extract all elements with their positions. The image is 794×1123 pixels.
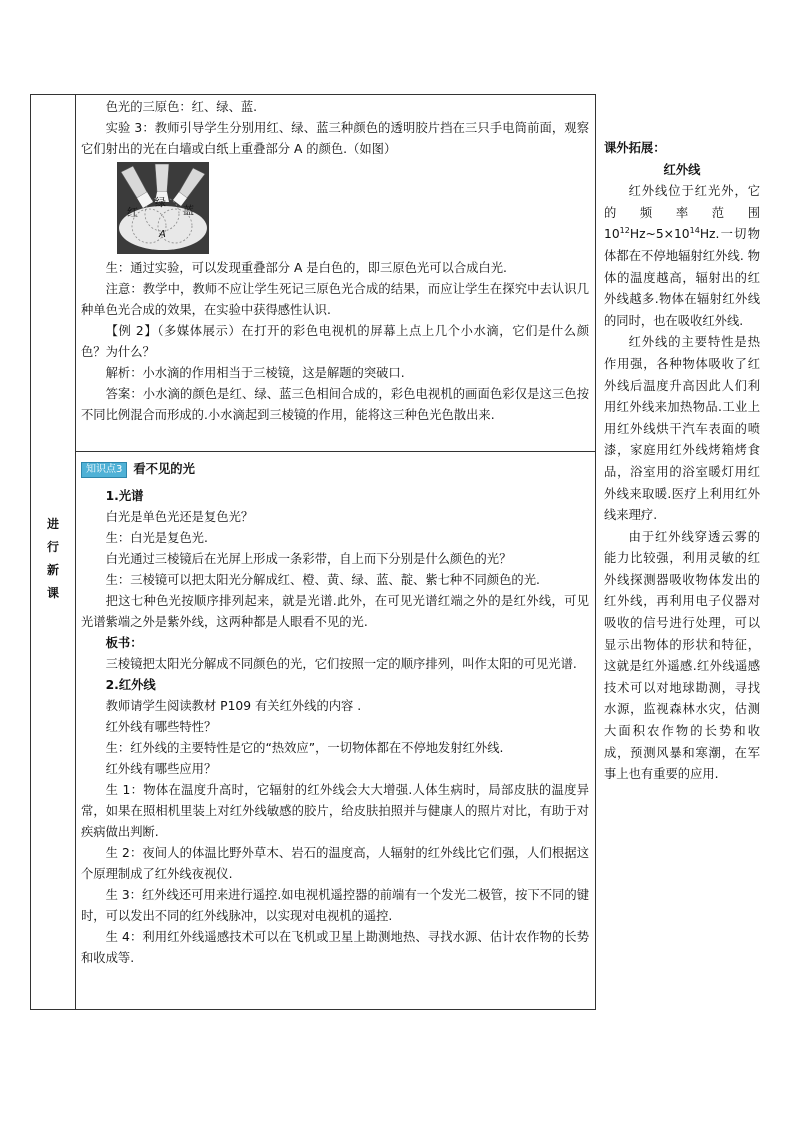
paragraph: 实验 3：教师引导学生分别用红、绿、蓝三种颜色的透明胶片挡在三只手电筒前面，观察它们射出的光在白墙或白纸上重叠部分 A 的颜色.（如图） [81, 121, 589, 156]
paragraph: 生 4：利用红外线遥感技术可以在飞机或卫星上勘测地热、寻找水源、估计农作物的长势和收成等. [81, 930, 589, 965]
paragraph: 把这七种色光按顺序排列起来，就是光谱.此外，在可见光谱红端之外的是红外线，可见光谱紫端之外是紫外线，这两种都是人眼看不见的光. [81, 594, 589, 629]
paragraph: 解析：小水滴的作用相当于三棱镜，这是解题的突破口. [105, 366, 405, 380]
paragraph: 红外线有哪些应用？ [105, 762, 217, 776]
paragraph: 红外线位于红光外，它的频率范围 $10^{12}Hz\sim 5\times 10^{14}Hz$.一切物体都在不停地辐射红外线. 物体的温度越高，辐射出的红外线越多.物体在辐射红外线的同时，也在吸收红外线. [604, 184, 760, 328]
paragraph: 【例 2】（多媒体展示）在打开的彩色电视机的屏幕上点上几个小水滴，它们是什么颜色？为什么？ [81, 324, 589, 359]
paragraph: 白光是单色光还是复色光？ [105, 510, 254, 524]
extension-sidebar [604, 138, 760, 786]
label-red: 红 [127, 206, 138, 219]
subheading: 1.光谱 [105, 489, 144, 503]
paragraph: 生 2：夜间人的体温比野外草木、岩石的温度高，人辐射的红外线比它们强，人们根据这个原理制成了红外线夜视仪. [81, 846, 589, 881]
paragraph: 生：红外线的主要特性是它的“热效应”，一切物体都在不停地发射红外线. [105, 741, 504, 755]
lesson-table [30, 94, 596, 1010]
paragraph: 三棱镜把太阳光分解成不同颜色的光，它们按照一定的顺序排列，叫作太阳的可见光谱. [105, 657, 577, 671]
label-a: A [159, 229, 166, 240]
row-divider [75, 451, 595, 452]
label-blue: 蓝 [183, 204, 194, 217]
sidebar-title: 红外线 [663, 162, 701, 177]
paragraph: 教师请学生阅读教材 P109 有关红外线的内容 . [105, 699, 362, 713]
paragraph: 红外线的主要特性是热作用强，各种物体吸收了红外线后温度升高因此人们利用红外线来加热物品.工业上用红外线烘干汽车表面的喷漆，家庭用红外线烤箱烤食品，浴室用的浴室暖灯用红外线来取暖.医疗上利用红外线来理疗. [604, 335, 760, 523]
knowledge-point-header [81, 459, 589, 480]
paragraph: 色光的三原色：红、绿、蓝. [105, 100, 258, 114]
side-label-process: 进 行 新 课 [46, 517, 59, 600]
paragraph: 红外线有哪些特性？ [105, 720, 217, 734]
knowledge-point-title: 看不见的光 [133, 462, 195, 476]
paragraph: 生：通过实验，可以发现重叠部分 A 是白色的，即三原色光可以合成白光. [105, 261, 507, 275]
subheading: 2.红外线 [105, 678, 156, 692]
flashlight-experiment-photo [117, 162, 209, 254]
paragraph: 由于红外线穿透云雾的能力比较强，利用灵敏的红外线探测器吸收物体发出的红外线，再利用电子仪器对吸收的信号进行处理，可以显示出物体的形状和特征，这就是红外遥感.红外线遥感技术可以对地球勘测，寻找水源，监视森林水灾，估测大面积农作物的长势和收成，预测风暴和寒潮，在军事上也有重要的应用. [604, 529, 760, 782]
knowledge-point-tag: 知识点3 [81, 462, 127, 478]
paragraph: 生：三棱镜可以把太阳光分解成红、橙、黄、绿、蓝、靛、紫七种不同颜色的光. [105, 573, 540, 587]
label-green: 绿 [155, 196, 166, 209]
paragraph: 注意：教学中，教师不应让学生死记三原色光合成的结果，而应让学生在探究中去认识几种单色光合成的效果，在实验中获得感性认识. [81, 282, 589, 317]
column-divider [75, 95, 76, 1009]
paragraph: 生：白光是复色光. [105, 531, 208, 545]
subheading: 板书： [105, 636, 143, 650]
paragraph: 生 1：物体在温度升高时，它辐射的红外线会大大增强.人体生病时，局部皮肤的温度异常，如果在照相机里装上对红外线敏感的胶片，给皮肤拍照并与健康人的照片对比，有助于对疾病做出判断. [81, 783, 589, 839]
paragraph: 白光通过三棱镜后在光屏上形成一条彩带，自上而下分别是什么颜色的光？ [105, 552, 512, 566]
section-three-primary-colors [81, 97, 589, 426]
sidebar-heading: 课外拓展： [604, 141, 666, 155]
paragraph: 生 3：红外线还可用来进行遥控.如电视机遥控器的前端有一个发光二极管，按下不同的键时，可以发出不同的红外线脉冲，以实现对电视机的遥控. [81, 888, 589, 923]
section-invisible-light [81, 459, 589, 969]
paragraph: 答案：小水滴的颜色是红、绿、蓝三色相间合成的，彩色电视机的画面色彩仅是这三色按不同比例混合而形成的.小水滴起到三棱镜的作用，能将这三种色光色散出来. [81, 387, 589, 422]
